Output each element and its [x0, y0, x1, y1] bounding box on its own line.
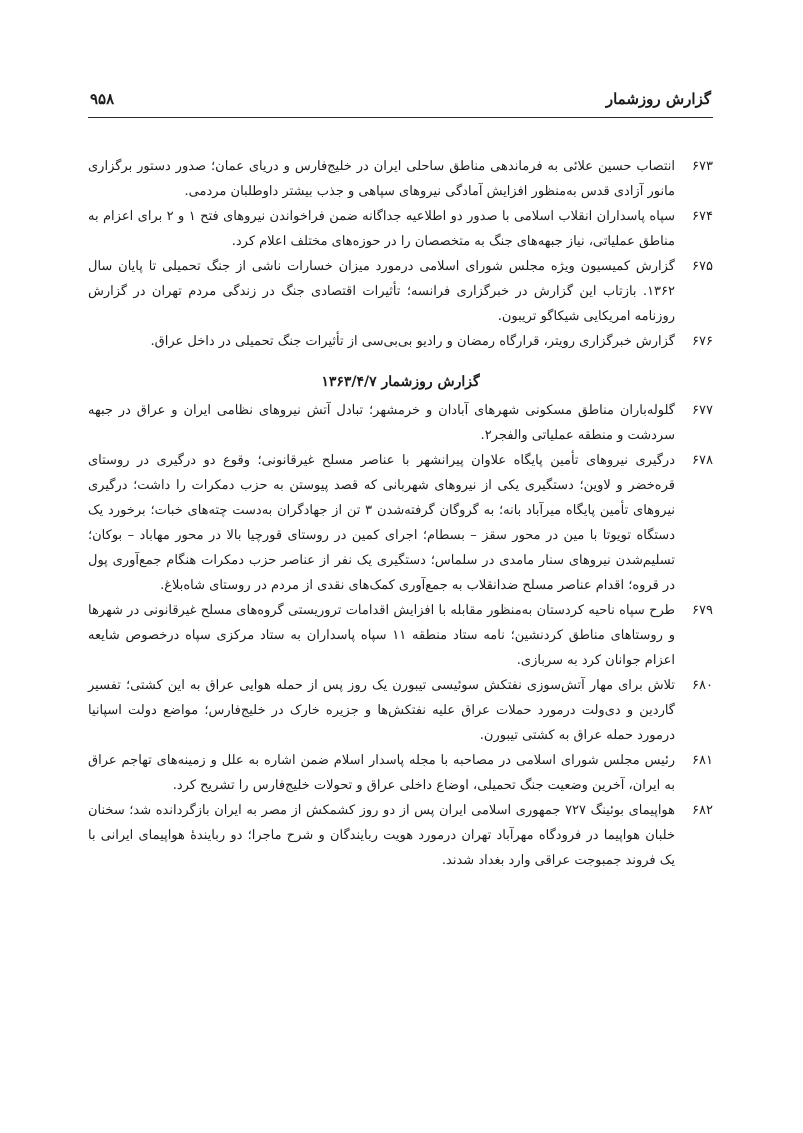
entry-text: انتصاب حسین علائی به فرماندهی مناطق ساحلی ایران در خلیج‌فارس و دریای عمان؛ صدور دستور برگزاری مانور آزادی قدس به‌منظور افزایش آمادگی نیروهای سپاهی و جذب بیشتر داوطلبان مردمی.: [88, 159, 675, 199]
document-page: [88, 86, 713, 873]
entry-number: ۶۸۰: [692, 678, 713, 693]
entry-number: ۶۷۶: [692, 334, 713, 349]
entry-number: ۶۷۳: [692, 159, 713, 174]
entry-text: تلاش برای مهار آتش‌سوزی نفتکش سوئیسی تیبورن یک روز پس از حمله هوایی عراق به این کشتی؛ تفسیر گاردین و دی‌ولت درمورد حملات عراق علیه نفتکش‌ها و جزیره خارک در خلیج‌فارس؛ مواضع دولت اسپانیا درمورد حمله عراق به کشتی تیبورن.: [88, 678, 675, 743]
entry-number: ۶۷۵: [692, 259, 713, 274]
entry-text: گلوله‌باران مناطق مسکونی شهرهای آبادان و خرمشهر؛ تبادل آتش نیروهای نظامی ایران و عراق در جبهه سردشت و منطقه عملیاتی والفجر۲.: [88, 403, 675, 443]
entry-text: طرح سپاه ناحیه کردستان به‌منظور مقابله با افزایش اقدامات تروریستی گروه‌های مسلح غیرقانونی در شهرها و روستاهای مناطق کردنشین؛ نامه ستاد منطقه ۱۱ سپاه پاسداران به ستاد مرکزی سپاه درخصوص شایعه اعزام جوانان کرد به سربازی.: [88, 603, 675, 668]
entry-number: ۶۷۸: [692, 453, 713, 468]
entry-text: گزارش خبرگزاری رویتر، قرارگاه رمضان و رادیو بی‌بی‌سی از تأثیرات جنگ تحمیلی در داخل عراق.: [150, 334, 675, 349]
chronicle-entry: [88, 254, 713, 329]
entry-number: ۶۷۷: [692, 403, 713, 418]
page-content: [88, 154, 713, 873]
chronicle-entry: [88, 673, 713, 748]
entry-text: رئیس مجلس شورای اسلامی در مصاحبه با مجله پاسدار اسلام ضمن اشاره به علل و زمینه‌های تهاجم عراق به ایران، آخرین وضعیت جنگ تحمیلی، اوضاع داخلی عراق و تحولات خلیج‌فارس را تشریح کرد.: [88, 753, 675, 793]
chronicle-entry: [88, 154, 713, 204]
chronicle-entry: [88, 398, 713, 448]
entry-text: هواپیمای بوئینگ ۷۲۷ جمهوری اسلامی ایران پس از دو روز کشمکش از مصر به ایران بازگردانده شد؛ سخنان خلبان هواپیما در فرودگاه مهرآباد تهران درمورد هویت ربایندگان و شرح ماجرا؛ دو ربایندهٔ هواپیمای ایرانی با یک فروند جمبوجت عراقی وارد بغداد شدند.: [88, 803, 675, 868]
entry-text: سپاه پاسداران انقلاب اسلامی با صدور دو اطلاعیه جداگانه ضمن فراخواندن نیروهای فتح ۱ و ۲ برای اعزام به مناطق عملیاتی، نیاز جبهه‌های جنگ به متخصصان را در حوزه‌های مختلف اعلام کرد.: [88, 209, 676, 249]
entry-number: ۶۸۱: [692, 753, 713, 768]
chronicle-entry: [88, 798, 713, 873]
running-title: گزارش روزشمار: [605, 90, 711, 108]
chronicle-entry: [88, 204, 713, 254]
entry-text: گزارش کمیسیون ویژه مجلس شورای اسلامی درمورد میزان خسارات ناشی از جنگ تحمیلی تا پایان سال ۱۳۶۲. بازتاب این گزارش در خبرگزاری فرانسه؛ تأثیرات اقتصادی جنگ در زندگی مردم تهران در گزارش روزنامه امریکایی شیکاگو تریبون.: [88, 259, 675, 324]
entry-number: ۶۸۲: [692, 803, 713, 818]
entry-number: ۶۷۹: [692, 603, 713, 618]
chronicle-entry: [88, 329, 713, 354]
chronicle-entry: [88, 748, 713, 798]
entry-text: درگیری نیروهای تأمین پایگاه علاوان پیرانشهر با عناصر مسلح غیرقانونی؛ وقوع دو درگیری در روستای قره‌خضر و لاوین؛ دستگیری یکی از نیروهای شهربانی که قصد پیوستن به حزب دمکرات را داشت؛ درگیری نیروهای تأمین پایگاه میرآباد بانه؛ به گروگان گرفته‌شدن ۳ تن از جهادگران به‌دست چته‌های خبات؛ برخورد یک دستگاه تویوتا با مین در محور سقز – بسطام؛ اجرای کمین در روستای قورچیا بالا در محور مهاباد – بوکان؛ تسلیم‌شدن نیروهای سنار مامدی در سلماس؛ دستگیری یک نفر از عناصر حزب دمکرات هنگام جمع‌آوری پول در قروه؛ اقدام عناصر مسلح ضدانقلاب به جمع‌آوری کمک‌های نقدی از مردم در روستای شاه‌بلاغ.: [88, 453, 675, 593]
page-number: ۹۵۸: [90, 90, 115, 108]
chronicle-entry: [88, 448, 713, 598]
running-header: [88, 86, 713, 118]
chronicle-entry: [88, 598, 713, 673]
entry-number: ۶۷۴: [692, 209, 713, 224]
section-heading: گزارش روزشمار ۱۳۶۳/۴/۷: [321, 374, 480, 390]
